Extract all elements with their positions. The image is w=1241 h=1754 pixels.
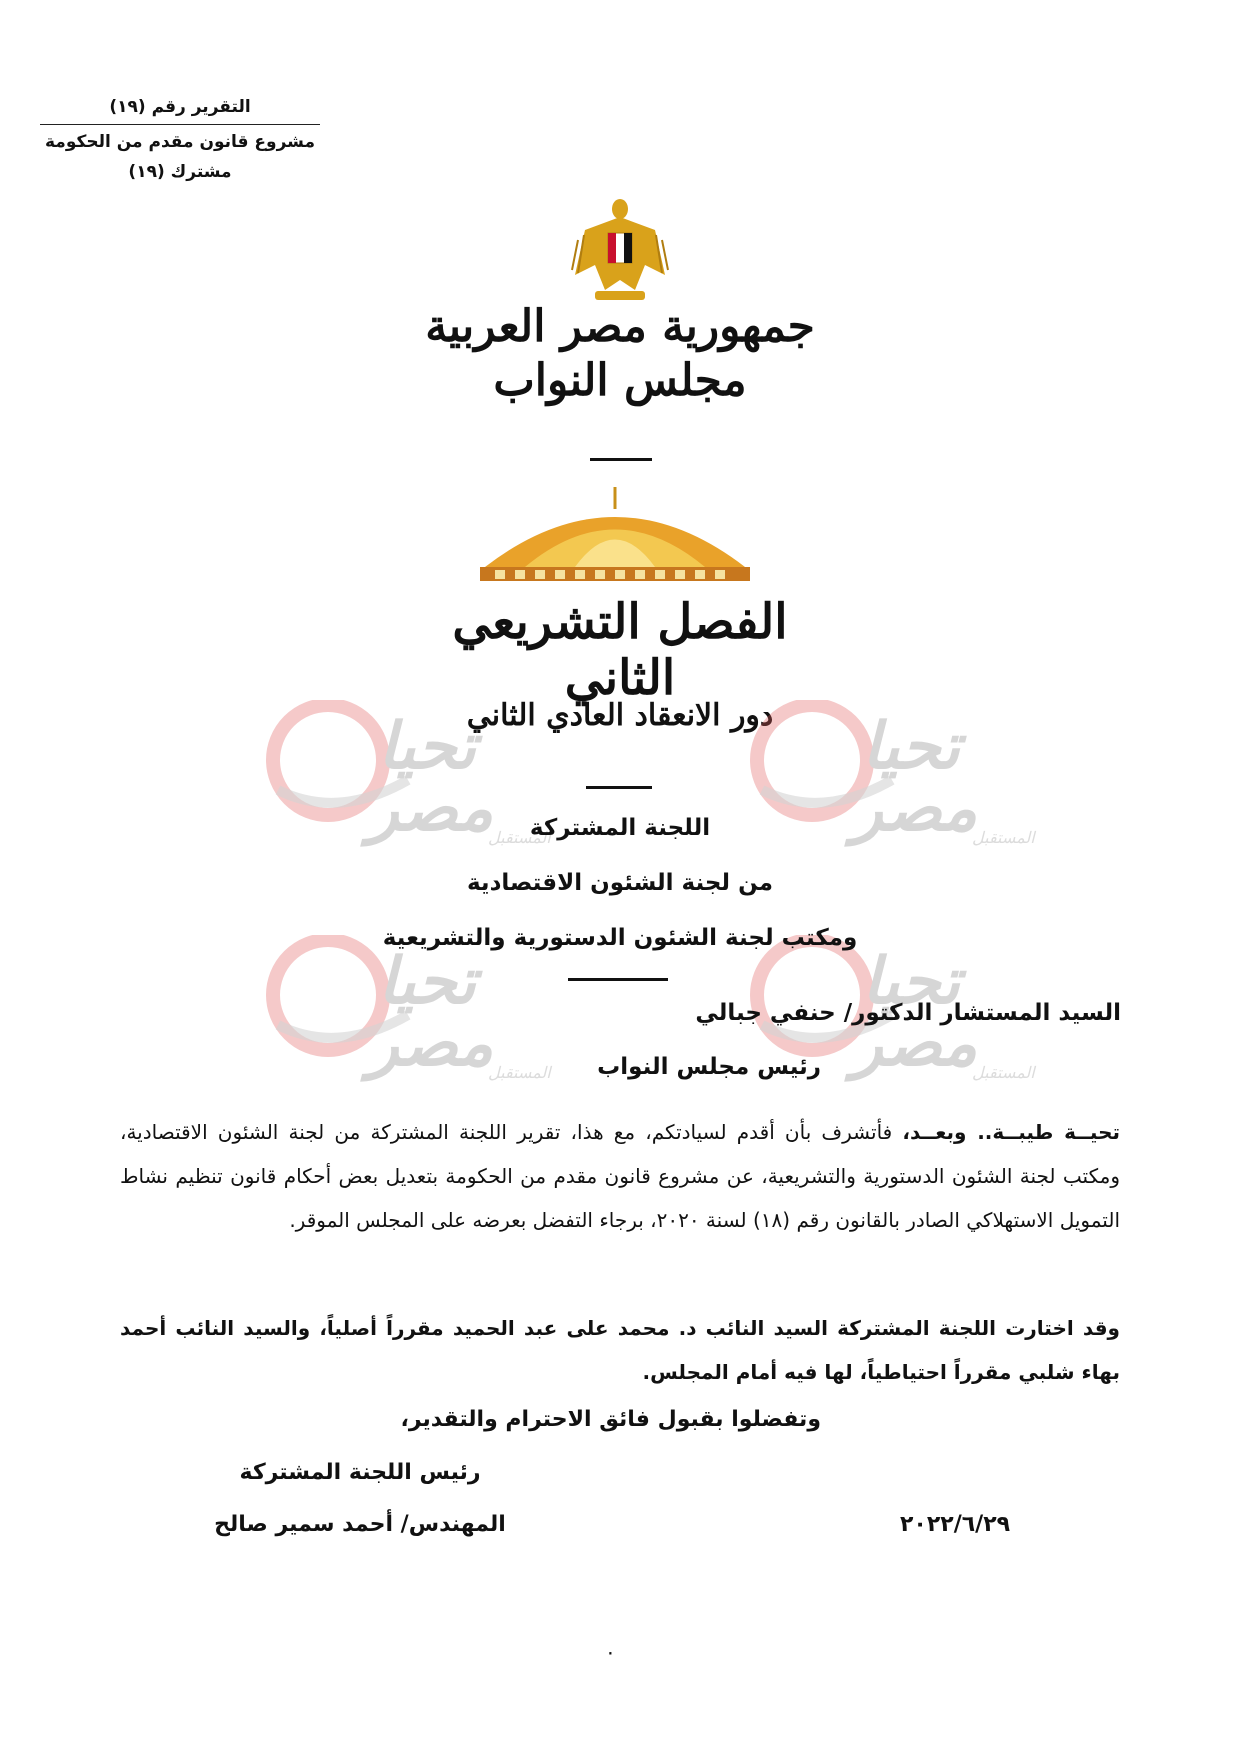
parliament-dome-icon <box>465 487 765 602</box>
paragraph1-text: فأتشرف بأن أقدم لسيادتكم، مع هذا، تقرير اللجنة المشتركة من لجنة الشئون الاقتصادية، ومكتب لجنة الشئون الدستورية والتشريعية، عن مشروع قانون مقدم من الحكومة بتعديل بعض أحكام قانون تنظيم نشاط التمويل الاستهلاكي الصادر بالقانون رقم (١٨) لسنة ٢٠٢٠، برجاء التفضل بعرضه على المجلس الموقر. <box>120 1120 1120 1232</box>
watermark-small: المستقبل <box>972 1063 1035 1082</box>
report-number: التقرير رقم (١٩) <box>109 97 251 117</box>
institution-line2: مجلس النواب <box>493 355 747 406</box>
signature-title: رئيس اللجنة المشتركة <box>239 1460 481 1485</box>
legislative-term: الفصل التشريعي الثاني <box>452 594 788 706</box>
institution-line1: جمهورية مصر العربية <box>425 301 815 352</box>
page-number: ٠ <box>605 1640 616 1664</box>
joint-number: مشترك (١٩) <box>128 162 232 182</box>
watermark-small: المستقبل <box>972 828 1035 847</box>
watermark-word2: مصر <box>852 1007 978 1081</box>
institution-title <box>360 300 880 408</box>
bill-source: مشروع قانون مقدم من الحكومة <box>44 132 316 152</box>
committee-line2: من لجنة الشئون الاقتصادية <box>466 870 774 896</box>
watermark-word2: مصر <box>368 1007 494 1081</box>
reference-divider <box>40 124 320 125</box>
divider-rule-1 <box>590 458 652 461</box>
divider-rule-2 <box>586 786 652 789</box>
report-reference-block <box>40 92 320 187</box>
divider-rule-3 <box>568 978 668 981</box>
watermark-small: المستقبل <box>488 828 551 847</box>
watermark-word1: تحيا <box>862 710 960 784</box>
addressee-title: رئيس مجلس النواب <box>597 1054 821 1080</box>
watermark-word1: تحيا <box>862 945 960 1019</box>
egypt-eagle-emblem-icon <box>570 195 670 305</box>
watermark-3 <box>258 935 578 1095</box>
watermark-word2: مصر <box>852 772 978 846</box>
document-date: ٢٠٢٢/٦/٢٩ <box>900 1512 1011 1537</box>
watermark-word2: مصر <box>368 772 494 846</box>
watermark-small: المستقبل <box>488 1063 551 1082</box>
committee-line1: اللجنة المشتركة <box>529 815 711 841</box>
watermark-word1: تحيا <box>378 945 476 1019</box>
committee-line3: ومكتب لجنة الشئون الدستورية والتشريعية <box>382 925 858 951</box>
signature-name: المهندس/ أحمد سمير صالح <box>214 1512 506 1537</box>
body-paragraph-1 <box>120 1110 1120 1242</box>
addressee-name: السيد المستشار الدكتور/ حنفي جبالي <box>695 1000 1121 1026</box>
greeting: تحيــة طيبــة.. وبعــد، <box>902 1120 1121 1144</box>
session-title: دور الانعقاد العادي الثاني <box>466 698 774 733</box>
body-paragraph-2: وقد اختارت اللجنة المشتركة السيد النائب د. محمد على عبد الحميد مقرراً أصلياً، والسيد النائب أحمد بهاء شلبي مقرراً احتياطياً، لها فيه أمام المجلس. <box>120 1316 1120 1384</box>
watermark-word1: تحيا <box>378 710 476 784</box>
closing-line: وتفضلوا بقبول فائق الاحترام والتقدير، <box>400 1407 821 1432</box>
